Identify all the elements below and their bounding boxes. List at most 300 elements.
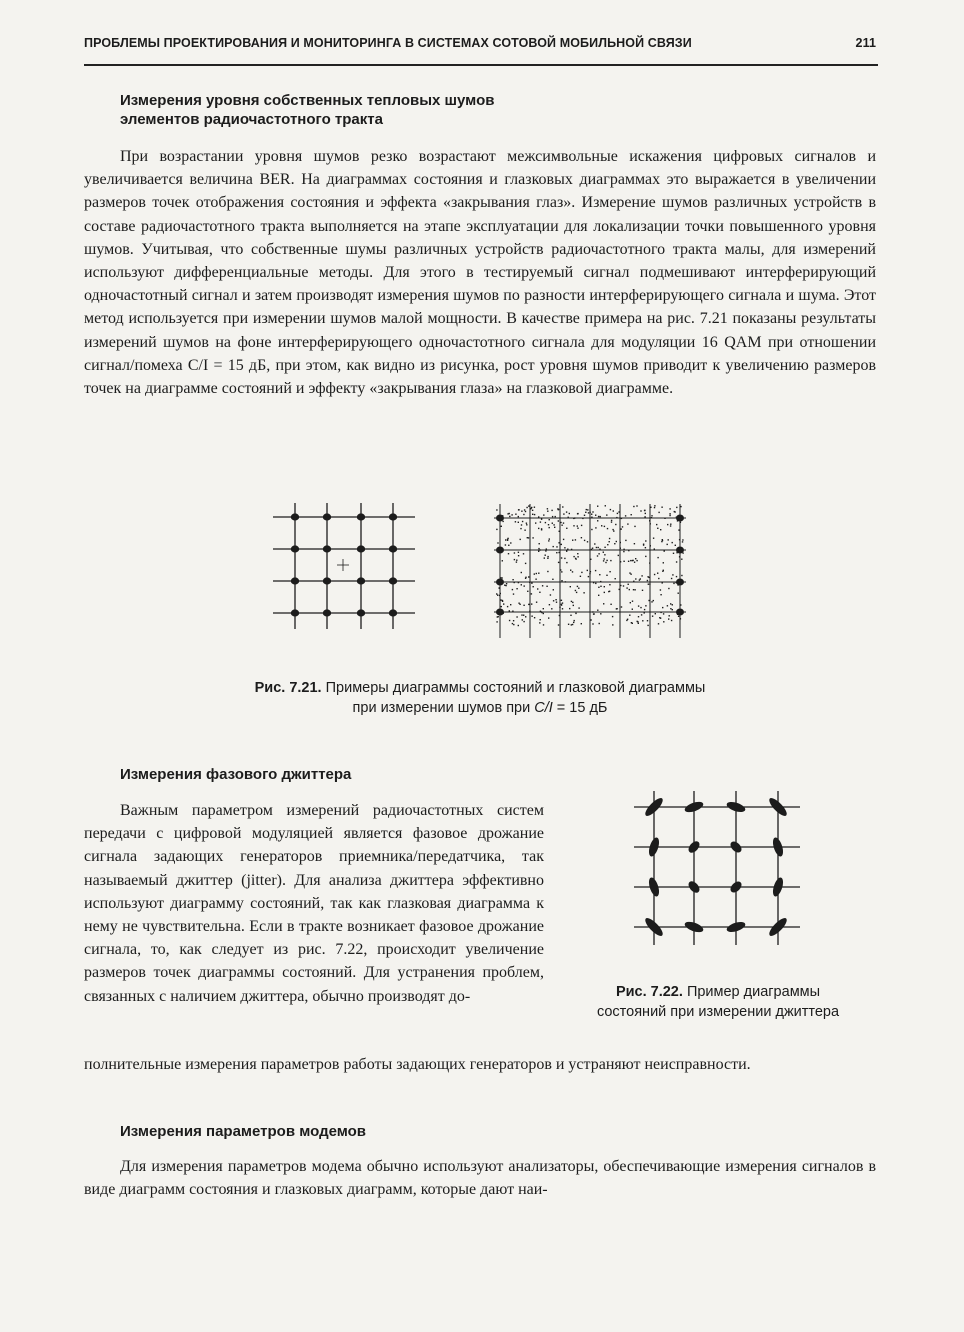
noise-dot: [635, 558, 636, 559]
noise-dot: [542, 585, 543, 586]
noise-dot: [578, 607, 579, 608]
noise-dot: [620, 561, 621, 562]
noise-dot: [502, 601, 503, 602]
noise-dot: [664, 550, 665, 551]
noise-dot: [599, 574, 600, 575]
noise-dot: [577, 553, 578, 554]
noise-dot: [538, 548, 539, 549]
noise-dot: [654, 548, 655, 549]
noise-dot: [553, 600, 554, 601]
noise-dot: [549, 604, 550, 605]
noise-dot: [644, 516, 645, 517]
constellation-point: [389, 577, 397, 584]
noise-dot: [613, 510, 614, 511]
noise-dot: [636, 560, 637, 561]
noise-dot: [658, 623, 659, 624]
noise-dot: [621, 606, 622, 607]
noise-dot: [585, 512, 586, 513]
noise-dot: [508, 545, 509, 546]
noise-dot: [600, 586, 601, 587]
noise-dot: [527, 537, 528, 538]
noise-dot: [606, 514, 607, 515]
constellation-point: [291, 513, 299, 520]
noise-dot: [655, 613, 656, 614]
noise-dot: [649, 584, 650, 585]
noise-dot: [597, 520, 598, 521]
noise-dot: [657, 557, 658, 558]
noise-dot: [551, 608, 552, 609]
noise-dot: [588, 576, 589, 577]
noise-dot: [671, 620, 672, 621]
noise-dot: [668, 588, 669, 589]
noise-dot: [610, 560, 611, 561]
noise-dot: [612, 529, 613, 530]
noise-dot: [631, 514, 632, 515]
noise-dot: [644, 510, 645, 511]
noise-dot: [641, 575, 642, 576]
noise-dot: [505, 539, 506, 540]
noise-dot: [679, 556, 680, 557]
noise-dot: [515, 514, 516, 515]
noise-dot: [591, 549, 592, 550]
noise-dot: [541, 612, 542, 613]
noise-dot: [604, 554, 605, 555]
noise-dot: [633, 589, 634, 590]
noise-dot: [534, 507, 535, 508]
noise-dot: [499, 595, 500, 596]
noise-dot: [641, 614, 642, 615]
noise-dot: [612, 624, 613, 625]
figure-7-22-caption: [558, 982, 878, 1022]
noise-dot: [538, 528, 539, 529]
noise-dot: [680, 522, 681, 523]
noise-dot: [652, 616, 653, 617]
noise-dot: [556, 552, 557, 553]
noise-dot: [671, 578, 672, 579]
noise-dot: [676, 507, 677, 508]
noise-dot: [509, 610, 510, 611]
noise-dot: [612, 616, 613, 617]
noise-dot: [569, 608, 570, 609]
noise-dot: [525, 577, 526, 578]
noise-dot: [630, 574, 631, 575]
noise-dot: [593, 613, 594, 614]
noise-dot: [601, 525, 602, 526]
noise-dot: [520, 528, 521, 529]
noise-dot: [592, 511, 593, 512]
noise-dot: [522, 521, 523, 522]
constellation-point: [389, 545, 397, 552]
noise-dot: [615, 578, 616, 579]
noise-dot: [559, 615, 560, 616]
noise-dot: [501, 526, 502, 527]
noise-dot: [541, 519, 542, 520]
noise-dot: [547, 556, 548, 557]
noise-dot: [581, 537, 582, 538]
noise-dot: [627, 523, 628, 524]
noise-dot: [662, 607, 663, 608]
noise-dot: [598, 595, 599, 596]
noise-dot: [556, 546, 557, 547]
constellation-point: [291, 545, 299, 552]
noise-dot: [524, 530, 525, 531]
noise-dot: [651, 601, 652, 602]
noise-dot: [657, 573, 658, 574]
noise-dot: [510, 604, 511, 605]
noise-dot: [644, 609, 645, 610]
noise-dot: [658, 512, 659, 513]
noise-dot: [558, 562, 559, 563]
noise-dot: [537, 588, 538, 589]
noise-dot: [616, 517, 617, 518]
noise-dot: [673, 583, 674, 584]
noise-dot: [668, 539, 669, 540]
noise-dot: [539, 622, 540, 623]
noise-dot: [643, 544, 644, 545]
noise-dot: [570, 570, 571, 571]
noise-dot: [594, 543, 595, 544]
eye-edge-point: [676, 515, 684, 522]
noise-dot: [582, 518, 583, 519]
noise-dot: [523, 621, 524, 622]
noise-dot: [575, 613, 576, 614]
noise-dot: [553, 546, 554, 547]
noise-dot: [509, 513, 510, 514]
noise-dot: [546, 586, 547, 587]
constellation-point: [357, 609, 365, 616]
noise-dot: [521, 572, 522, 573]
noise-dot: [581, 623, 582, 624]
noise-dot: [617, 513, 618, 514]
noise-dot: [548, 524, 549, 525]
noise-dot: [660, 529, 661, 530]
noise-dot: [668, 618, 669, 619]
noise-dot: [592, 623, 593, 624]
noise-dot: [607, 528, 608, 529]
noise-dot: [616, 541, 617, 542]
noise-dot: [599, 549, 600, 550]
noise-dot: [526, 524, 527, 525]
noise-dot: [588, 512, 589, 513]
noise-dot: [563, 513, 564, 514]
noise-dot: [597, 555, 598, 556]
noise-dot: [572, 602, 573, 603]
noise-dot: [545, 522, 546, 523]
noise-dot: [634, 526, 635, 527]
noise-dot: [682, 539, 683, 540]
noise-dot: [613, 530, 614, 531]
noise-dot: [567, 549, 568, 550]
constellation-point: [357, 545, 365, 552]
noise-dot: [670, 524, 671, 525]
noise-dot: [496, 509, 497, 510]
noise-dot: [528, 576, 529, 577]
noise-dot: [518, 522, 519, 523]
noise-dot: [648, 584, 649, 585]
running-title: ПРОБЛЕМЫ ПРОЕКТИРОВАНИЯ И МОНИТОРИНГА В СИСТЕМАХ СОТОВОЙ МОБИЛЬНОЙ СВЯЗИ: [84, 36, 692, 50]
noise-dot: [644, 612, 645, 613]
noise-dot: [561, 580, 562, 581]
noise-dot: [543, 624, 544, 625]
noise-dot: [523, 553, 524, 554]
noise-dot: [679, 539, 680, 540]
noise-dot: [623, 585, 624, 586]
noise-dot: [545, 555, 546, 556]
noise-dot: [536, 602, 537, 603]
noise-dot: [660, 589, 661, 590]
noise-dot: [621, 528, 622, 529]
noise-dot: [547, 508, 548, 509]
noise-dot: [546, 548, 547, 549]
noise-dot: [539, 543, 540, 544]
noise-dot: [592, 611, 593, 612]
noise-dot: [514, 582, 515, 583]
section-title-jitter: Измерения фазового джиттера: [120, 766, 352, 783]
noise-dot: [562, 608, 563, 609]
noise-dot: [609, 584, 610, 585]
noise-dot: [507, 540, 508, 541]
figure-7-21-label: Рис. 7.21.: [254, 680, 322, 696]
noise-dot: [660, 618, 661, 619]
noise-dot: [569, 513, 570, 514]
paragraph-jitter-continued: полнительные измерения параметров работы задающих генераторов и устраняют неисправности.: [84, 1056, 751, 1073]
noise-dot: [621, 518, 622, 519]
noise-dot: [529, 611, 530, 612]
noise-dot: [566, 528, 567, 529]
noise-dot: [606, 560, 607, 561]
noise-dot: [538, 573, 539, 574]
noise-dot: [663, 570, 664, 571]
noise-dot: [538, 516, 539, 517]
noise-dot: [562, 506, 563, 507]
noise-dot: [604, 526, 605, 527]
header-rule: [84, 64, 878, 66]
noise-dot: [634, 589, 635, 590]
paragraph-jitter: Важным параметром измерений радиочастотных систем передачи с цифровой модуляцией является фазовое дрожание сигнала задающих генераторов приемника/передатчика, так называемый джиттер (jitter). Для анализа джиттера эффективно используют диаграмму состояний, так как глазковая диаграмма к нему не чувствительна. Если в тракте возникает фазовое дрожание сигнала, то, как следует из рис. 7.22, происходит увеличение размеров точек диаграммы состояний. Для устранения проблем, связанных с наличием джиттера, обычно производят до-: [84, 802, 544, 1005]
noise-dot: [578, 588, 579, 589]
noise-dot: [604, 592, 605, 593]
noise-dot: [547, 571, 548, 572]
noise-dot: [609, 538, 610, 539]
noise-dot: [626, 587, 627, 588]
noise-dot: [628, 561, 629, 562]
noise-dot: [618, 511, 619, 512]
noise-dot: [678, 593, 679, 594]
constellation-point: [323, 513, 331, 520]
noise-dot: [595, 515, 596, 516]
noise-dot: [587, 541, 588, 542]
noise-dot: [499, 587, 500, 588]
noise-dot: [543, 608, 544, 609]
noise-dot: [680, 604, 681, 605]
noise-dot: [512, 589, 513, 590]
noise-dot: [577, 586, 578, 587]
noise-dot: [512, 579, 513, 580]
constellation-point: [323, 577, 331, 584]
noise-dot: [620, 548, 621, 549]
noise-dot: [654, 505, 655, 506]
noise-dot: [618, 555, 619, 556]
noise-dot: [523, 605, 524, 606]
noise-dot: [549, 527, 550, 528]
noise-dot: [611, 521, 612, 522]
noise-dot: [595, 527, 596, 528]
noise-dot: [681, 559, 682, 560]
noise-dot: [507, 606, 508, 607]
noise-dot: [649, 520, 650, 521]
noise-dot: [658, 578, 659, 579]
noise-dot: [518, 516, 519, 517]
noise-dot: [680, 618, 681, 619]
noise-dot: [570, 586, 571, 587]
constellation-point: [291, 609, 299, 616]
noise-dot: [670, 608, 671, 609]
noise-dot: [667, 605, 668, 606]
noise-dot: [637, 621, 638, 622]
noise-dot: [572, 540, 573, 541]
noise-dot: [609, 541, 610, 542]
constellation-point: [323, 609, 331, 616]
noise-dot: [510, 542, 511, 543]
eye-edge-point: [676, 609, 684, 616]
noise-dot: [630, 560, 631, 561]
noise-dot: [531, 593, 532, 594]
noise-dot: [561, 604, 562, 605]
noise-dot: [508, 553, 509, 554]
noise-dot: [563, 522, 564, 523]
constellation-point: [323, 545, 331, 552]
noise-dot: [518, 509, 519, 510]
noise-dot: [576, 592, 577, 593]
noise-dot: [544, 557, 545, 558]
noise-dot: [516, 560, 517, 561]
noise-dot: [551, 510, 552, 511]
noise-dot: [584, 515, 585, 516]
noise-dot: [532, 514, 533, 515]
noise-dot: [564, 547, 565, 548]
noise-dot: [595, 570, 596, 571]
noise-dot: [521, 511, 522, 512]
figure-7-21-caption-line2-post: = 15 дБ: [552, 700, 608, 716]
noise-dot: [589, 573, 590, 574]
noise-dot: [633, 506, 634, 507]
noise-dot: [534, 573, 535, 574]
noise-dot: [501, 577, 502, 578]
noise-dot: [640, 607, 641, 608]
noise-dot: [672, 609, 673, 610]
noise-dot: [577, 528, 578, 529]
noise-dot: [534, 514, 535, 515]
noise-dot: [543, 514, 544, 515]
noise-dot: [616, 608, 617, 609]
noise-dot: [642, 620, 643, 621]
noise-dot: [650, 507, 651, 508]
noise-dot: [581, 572, 582, 573]
noise-dot: [566, 551, 567, 552]
noise-dot: [559, 607, 560, 608]
noise-dot: [649, 562, 650, 563]
noise-dot: [595, 583, 596, 584]
noise-dot: [608, 591, 609, 592]
constellation-point: [357, 577, 365, 584]
noise-dot: [561, 525, 562, 526]
noise-dot: [663, 621, 664, 622]
noise-dot: [645, 540, 646, 541]
noise-dot: [530, 508, 531, 509]
noise-dot: [575, 539, 576, 540]
noise-dot: [647, 580, 648, 581]
noise-dot: [573, 518, 574, 519]
running-head: [84, 36, 876, 50]
noise-dot: [642, 590, 643, 591]
noise-dot: [647, 620, 648, 621]
noise-dot: [591, 529, 592, 530]
noise-dot: [529, 582, 530, 583]
noise-dot: [563, 539, 564, 540]
noise-dot: [647, 625, 648, 626]
noise-dot: [622, 526, 623, 527]
noise-dot: [526, 523, 527, 524]
noise-dot: [600, 581, 601, 582]
noise-dot: [635, 578, 636, 579]
noise-dot: [524, 509, 525, 510]
noise-dot: [678, 529, 679, 530]
noise-dot: [572, 571, 573, 572]
noise-dot: [603, 560, 604, 561]
noise-dot: [627, 619, 628, 620]
noise-dot: [669, 615, 670, 616]
noise-dot: [515, 521, 516, 522]
noise-dot: [521, 614, 522, 615]
noise-dot: [520, 539, 521, 540]
noise-dot: [662, 582, 663, 583]
noise-dot: [523, 615, 524, 616]
noise-dot: [577, 556, 578, 557]
noise-dot: [650, 545, 651, 546]
noise-dot: [505, 585, 506, 586]
noise-dot: [526, 507, 527, 508]
noise-dot: [516, 588, 517, 589]
noise-dot: [607, 544, 608, 545]
noise-dot: [561, 557, 562, 558]
noise-dot: [609, 571, 610, 572]
noise-dot: [496, 593, 497, 594]
noise-dot: [573, 605, 574, 606]
noise-dot: [531, 583, 532, 584]
noise-dot: [555, 599, 556, 600]
noise-dot: [555, 516, 556, 517]
noise-dot: [580, 576, 581, 577]
noise-dot: [672, 604, 673, 605]
noise-dot: [630, 602, 631, 603]
noise-dot: [561, 571, 562, 572]
noise-dot: [552, 516, 553, 517]
noise-dot: [592, 548, 593, 549]
noise-dot: [598, 587, 599, 588]
noise-dot: [638, 605, 639, 606]
figure-7-21-ci: C/I: [534, 700, 553, 716]
noise-dot: [640, 578, 641, 579]
noise-dot: [629, 589, 630, 590]
noise-dot: [573, 622, 574, 623]
noise-dot: [522, 619, 523, 620]
noise-dot: [513, 624, 514, 625]
noise-dot: [500, 577, 501, 578]
noise-dot: [667, 544, 668, 545]
noise-dot: [568, 517, 569, 518]
noise-dot: [656, 524, 657, 525]
noise-dot: [514, 559, 515, 560]
